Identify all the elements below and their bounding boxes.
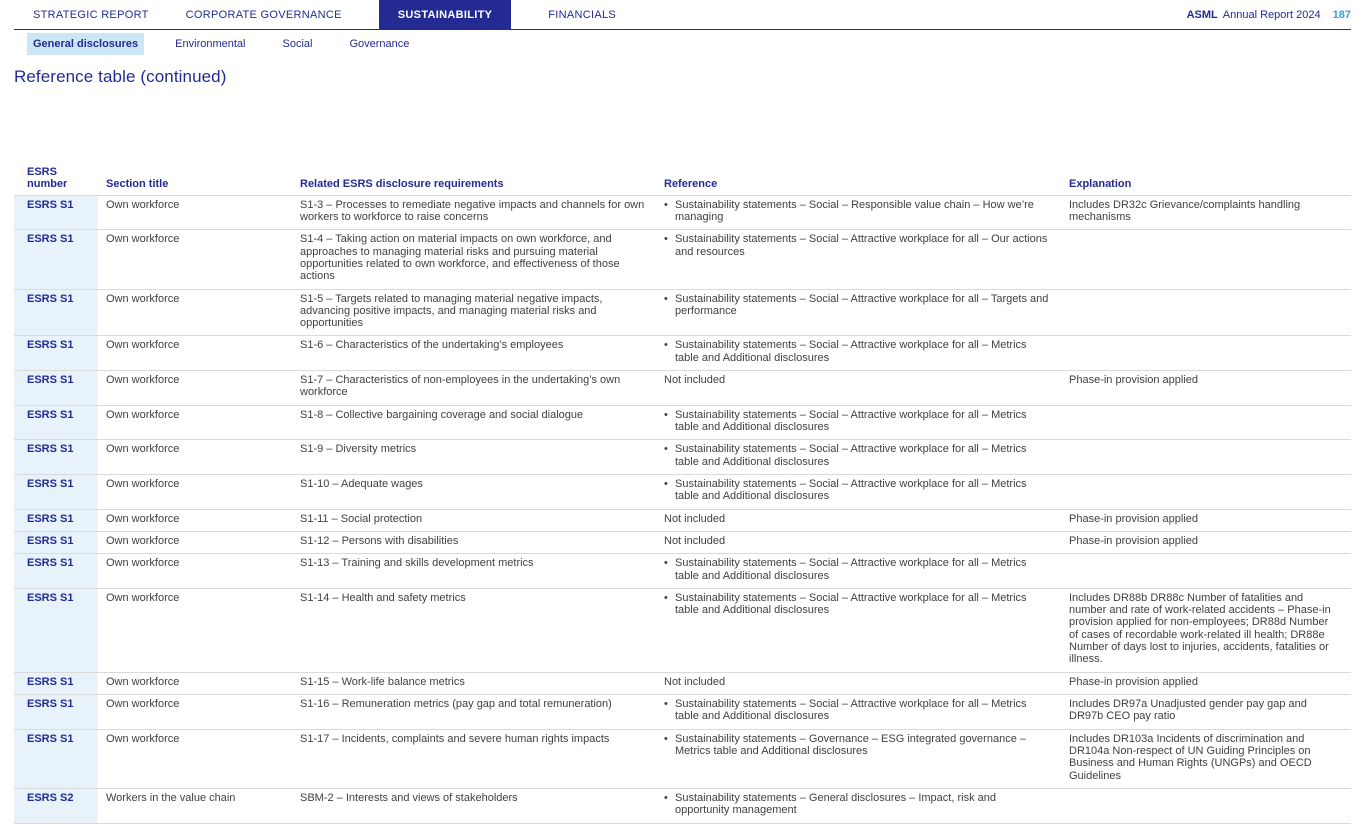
- requirement-cell: S1-17 – Incidents, complaints and severe human rights impacts: [300, 729, 660, 788]
- reference-cell: [660, 729, 1064, 788]
- reference-cell: Not included: [660, 371, 1064, 406]
- reference-text: Sustainability statements – Social – Responsible value chain – How we’re managing: [675, 198, 1034, 223]
- esrs-number-cell: ESRS S1: [14, 195, 98, 230]
- reference-bullet-item: [664, 339, 1050, 364]
- reference-bullet-item: [664, 557, 1050, 582]
- section-title-cell: Own workforce: [98, 371, 300, 406]
- bullet-icon: •: [664, 477, 668, 490]
- reference-text: Sustainability statements – Social – Attractive workplace for all – Our actions and resources: [675, 233, 1048, 258]
- explanation-cell: [1064, 440, 1351, 475]
- esrs-number-cell: ESRS S1: [14, 440, 98, 475]
- requirement-cell: S1-12 – Persons with disabilities: [300, 531, 660, 553]
- reference-cell: [660, 195, 1064, 230]
- reference-cell: [660, 440, 1064, 475]
- table-row: [14, 195, 1351, 230]
- reference-cell: [660, 588, 1064, 672]
- reference-cell: [660, 230, 1064, 289]
- esrs-number-cell: ESRS S1: [14, 371, 98, 406]
- explanation-cell: Includes DR103a Incidents of discrimination and DR104a Non-respect of UN Guiding Principles on Business and Human Rights (UNGPs) and OECD Guidelines: [1064, 729, 1351, 788]
- table-row: [14, 474, 1351, 509]
- explanation-cell: [1064, 405, 1351, 440]
- report-meta: [1187, 0, 1351, 29]
- reference-bullet-item: [664, 592, 1050, 617]
- bullet-icon: •: [664, 791, 668, 804]
- table-row: [14, 230, 1351, 289]
- table-row: [14, 554, 1351, 589]
- table-header-row: [14, 164, 1351, 195]
- reference-cell: [660, 336, 1064, 371]
- explanation-cell: [1064, 289, 1351, 336]
- table-row: [14, 440, 1351, 475]
- section-title-cell: Own workforce: [98, 474, 300, 509]
- table-row: [14, 695, 1351, 730]
- esrs-number-cell: ESRS S1: [14, 230, 98, 289]
- explanation-cell: Includes DR88b DR88c Number of fatalities and number and rate of work-related accidents – Phase-in provision applied for non-employees; DR88d Number of cases of recordable work-related ill health; DR88e Number of days lost to injuries, accidents, fatalities or illness.: [1064, 588, 1351, 672]
- reference-text: Sustainability statements – Social – Attractive workplace for all – Metrics table and Additional disclosures: [675, 591, 1027, 617]
- subnav-item-governance[interactable]: Governance: [349, 37, 410, 50]
- esrs-number-cell: ESRS S1: [14, 336, 98, 371]
- page-title: Reference table (continued): [14, 67, 227, 86]
- esrs-number-cell: ESRS S2: [14, 788, 98, 823]
- explanation-cell: [1064, 474, 1351, 509]
- requirement-cell: S1-7 – Characteristics of non-employees in the undertaking’s own workforce: [300, 371, 660, 406]
- explanation-cell: [1064, 336, 1351, 371]
- section-title-cell: Own workforce: [98, 336, 300, 371]
- requirement-cell: S1-4 – Taking action on material impacts on own workforce, and approaches to managing material risks and pursuing material opportunities related to own workforce, and effectiveness of those actions: [300, 230, 660, 289]
- requirement-cell: S1-8 – Collective bargaining coverage and social dialogue: [300, 405, 660, 440]
- esrs-number-cell: ESRS S1: [14, 695, 98, 730]
- bullet-icon: •: [664, 443, 668, 456]
- tab-strategic-report[interactable]: STRATEGIC REPORT: [33, 8, 149, 21]
- requirement-cell: S1-10 – Adequate wages: [300, 474, 660, 509]
- reference-text: Sustainability statements – Social – Attractive workplace for all – Metrics table and Additional disclosures: [675, 443, 1027, 468]
- reference-cell: [660, 695, 1064, 730]
- section-title-cell: Own workforce: [98, 672, 300, 694]
- bullet-icon: •: [664, 198, 668, 211]
- reference-cell: Not included: [660, 531, 1064, 553]
- primary-tabs: [14, 0, 616, 29]
- explanation-cell: [1064, 788, 1351, 823]
- reference-bullet-item: [664, 698, 1050, 723]
- bullet-icon: •: [664, 339, 668, 352]
- section-title-cell: Own workforce: [98, 509, 300, 531]
- bullet-icon: •: [664, 233, 668, 246]
- report-title: Annual Report 2024: [1222, 8, 1321, 21]
- table-row: [14, 672, 1351, 694]
- esrs-number-cell: ESRS S1: [14, 554, 98, 589]
- requirement-cell: S1-3 – Processes to remediate negative impacts and channels for own workers to workforce to raise concerns: [300, 195, 660, 230]
- reference-cell: Not included: [660, 672, 1064, 694]
- bullet-icon: •: [664, 292, 668, 305]
- esrs-number-cell: ESRS S1: [14, 474, 98, 509]
- explanation-cell: Phase-in provision applied: [1064, 509, 1351, 531]
- explanation-cell: Includes DR32c Grievance/complaints handling mechanisms: [1064, 195, 1351, 230]
- explanation-cell: [1064, 554, 1351, 589]
- esrs-number-cell: ESRS S1: [14, 289, 98, 336]
- requirement-cell: SBM-2 – Interests and views of stakeholders: [300, 788, 660, 823]
- requirement-cell: S1-13 – Training and skills development metrics: [300, 554, 660, 589]
- requirement-cell: S1-6 – Characteristics of the undertaking’s employees: [300, 336, 660, 371]
- requirement-cell: S1-16 – Remuneration metrics (pay gap and total remuneration): [300, 695, 660, 730]
- requirement-cell: S1-15 – Work-life balance metrics: [300, 672, 660, 694]
- section-title-cell: Own workforce: [98, 695, 300, 730]
- reference-text: Sustainability statements – Social – Attractive workplace for all – Metrics table and Additional disclosures: [675, 477, 1027, 503]
- page-number: 187: [1332, 8, 1351, 21]
- top-nav: [14, 0, 1351, 30]
- reference-bullet-item: [664, 199, 1050, 224]
- tab-corporate-governance[interactable]: CORPORATE GOVERNANCE: [185, 8, 342, 21]
- table-row: [14, 588, 1351, 672]
- esrs-number-cell: ESRS S1: [14, 672, 98, 694]
- bullet-icon: •: [664, 698, 668, 710]
- section-title-cell: Own workforce: [98, 195, 300, 230]
- reference-bullet-item: [664, 293, 1050, 318]
- column-header-explanation: Explanation: [1069, 178, 1132, 191]
- reference-table: [14, 164, 1351, 824]
- table-row: [14, 531, 1351, 553]
- reference-bullet-item: [664, 792, 1050, 817]
- esrs-number-cell: ESRS S1: [14, 509, 98, 531]
- reference-bullet-item: [664, 443, 1050, 468]
- requirement-cell: S1-14 – Health and safety metrics: [300, 588, 660, 672]
- requirement-cell: S1-9 – Diversity metrics: [300, 440, 660, 475]
- section-title-cell: Own workforce: [98, 289, 300, 336]
- bullet-icon: •: [664, 408, 668, 421]
- reference-text: Sustainability statements – General disclosures – Impact, risk and opportunity management: [675, 791, 996, 817]
- explanation-cell: [1064, 230, 1351, 289]
- reference-text: Sustainability statements – Social – Attractive workplace for all – Metrics table and Additional disclosures: [675, 557, 1027, 582]
- explanation-cell: Phase-in provision applied: [1064, 531, 1351, 553]
- reference-cell: [660, 788, 1064, 823]
- tab-sustainability[interactable]: SUSTAINABILITY: [379, 0, 511, 30]
- reference-bullet-item: [664, 409, 1050, 434]
- column-header-section-title: Section title: [106, 178, 169, 191]
- reference-text: Sustainability statements – Social – Attractive workplace for all – Metrics table and Additional disclosures: [675, 339, 1027, 364]
- column-header-esrs-number: ESRS number: [27, 166, 68, 191]
- subnav-item-environmental[interactable]: Environmental: [175, 37, 246, 50]
- section-title-cell: Own workforce: [98, 554, 300, 589]
- section-title-cell: Own workforce: [98, 440, 300, 475]
- bullet-icon: •: [664, 732, 668, 745]
- tab-financials[interactable]: FINANCIALS: [548, 8, 617, 21]
- subnav-item-social[interactable]: Social: [282, 37, 313, 50]
- section-title-cell: Own workforce: [98, 588, 300, 672]
- requirement-cell: S1-11 – Social protection: [300, 509, 660, 531]
- table-row: [14, 405, 1351, 440]
- column-header-requirements: Related ESRS disclosure requirements: [300, 178, 504, 191]
- reference-text: Sustainability statements – Social – Attractive workplace for all – Targets and performance: [675, 292, 1049, 317]
- table-row: [14, 729, 1351, 788]
- reference-cell: [660, 405, 1064, 440]
- requirement-cell: S1-5 – Targets related to managing material negative impacts, advancing positive impacts, and managing material risks and opportunities: [300, 289, 660, 336]
- reference-bullet-item: [664, 733, 1050, 758]
- table-row: [14, 289, 1351, 336]
- reference-cell: [660, 474, 1064, 509]
- table-row: [14, 509, 1351, 531]
- reference-bullet-item: [664, 233, 1050, 258]
- reference-cell: [660, 554, 1064, 589]
- bullet-icon: •: [664, 591, 668, 604]
- esrs-number-cell: ESRS S1: [14, 588, 98, 672]
- reference-cell: [660, 289, 1064, 336]
- subnav-item-general-disclosures[interactable]: General disclosures: [27, 33, 144, 55]
- esrs-number-cell: ESRS S1: [14, 531, 98, 553]
- brand-name: ASML: [1186, 8, 1218, 21]
- bullet-icon: •: [664, 557, 668, 570]
- esrs-number-cell: ESRS S1: [14, 729, 98, 788]
- reference-table-body: [14, 195, 1351, 823]
- explanation-cell: Phase-in provision applied: [1064, 672, 1351, 694]
- column-header-reference: Reference: [664, 178, 718, 191]
- explanation-cell: Includes DR97a Unadjusted gender pay gap and DR97b CEO pay ratio: [1064, 695, 1351, 730]
- section-title-cell: Own workforce: [98, 531, 300, 553]
- table-row: [14, 336, 1351, 371]
- table-row: [14, 788, 1351, 823]
- table-header: [14, 164, 1351, 195]
- explanation-cell: Phase-in provision applied: [1064, 371, 1351, 406]
- reference-cell: Not included: [660, 509, 1064, 531]
- reference-text: Sustainability statements – Social – Attractive workplace for all – Metrics table and Additional disclosures: [675, 698, 1027, 723]
- sub-nav: [14, 30, 1351, 57]
- table-row: [14, 371, 1351, 406]
- reference-bullet-item: [664, 478, 1050, 503]
- section-title-cell: Own workforce: [98, 405, 300, 440]
- esrs-number-cell: ESRS S1: [14, 405, 98, 440]
- section-title-cell: Workers in the value chain: [98, 788, 300, 823]
- reference-text: Sustainability statements – Governance – ESG integrated governance – Metrics table and Additional disclosures: [675, 732, 1026, 757]
- section-title-cell: Own workforce: [98, 729, 300, 788]
- reference-text: Sustainability statements – Social – Attractive workplace for all – Metrics table and Additional disclosures: [675, 408, 1027, 433]
- section-title-cell: Own workforce: [98, 230, 300, 289]
